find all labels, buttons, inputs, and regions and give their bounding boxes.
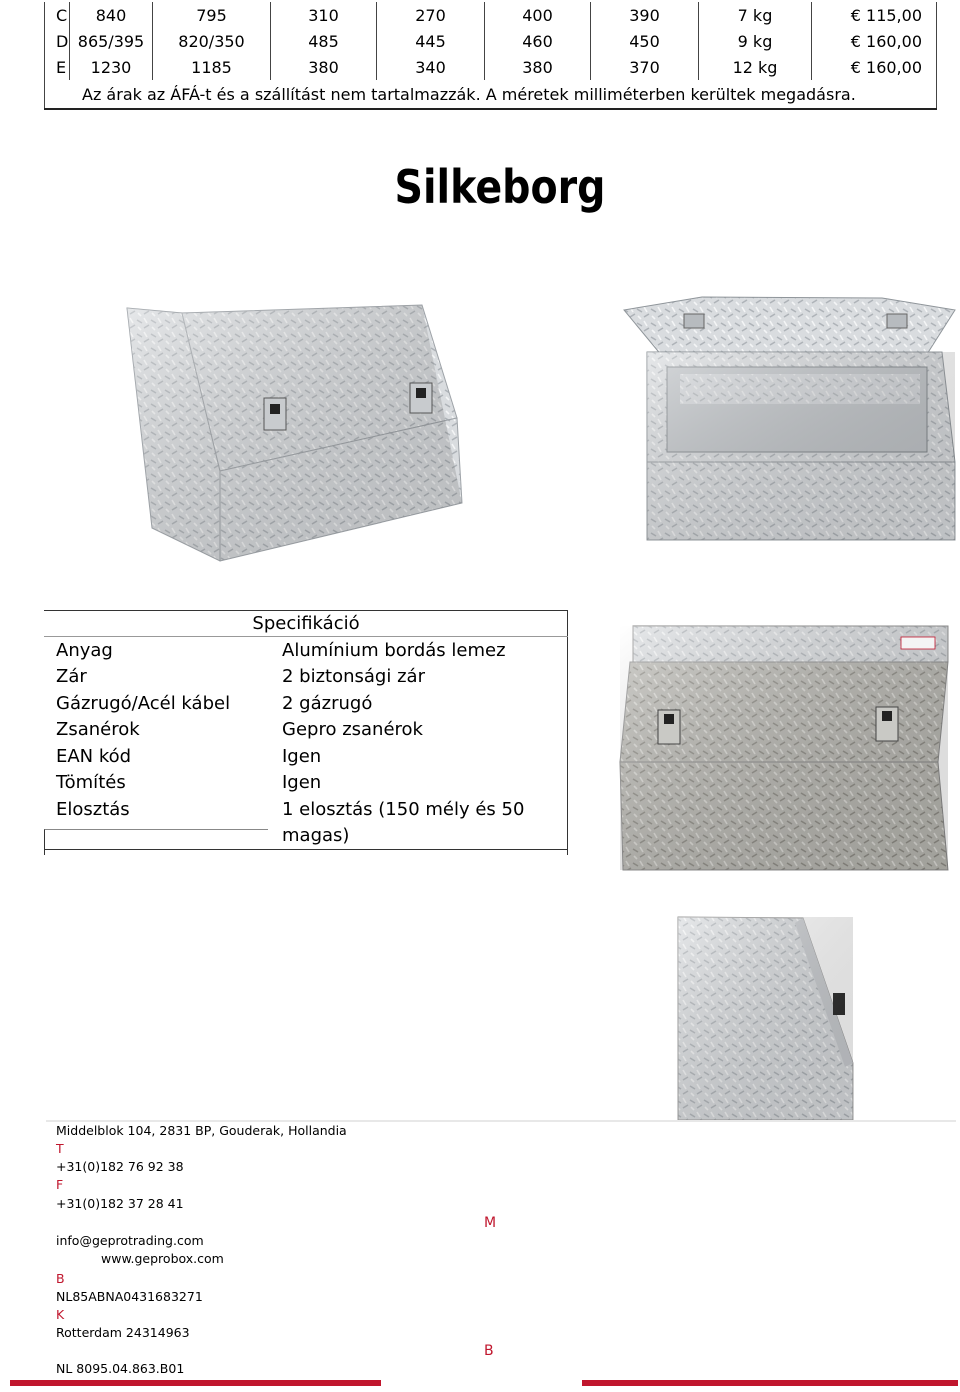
spec-row: [44, 744, 568, 771]
dim-cell: 450: [591, 28, 699, 54]
footer-iban: NL85ABNA0431683271: [56, 1289, 203, 1304]
spec-label: Tömítés: [56, 772, 126, 793]
spec-value: 2 biztonsági zár: [282, 666, 425, 687]
size-code: E: [45, 54, 70, 80]
footer-red-bar-right: [582, 1380, 958, 1386]
spec-label: Zár: [56, 666, 87, 687]
spec-label: Gázrugó/Acél kábel: [56, 692, 231, 714]
price-note: Az árak az ÁFÁ-t és a szállítást nem tartalmazzák. A méretek milliméterben kerültek megadásra.: [45, 80, 937, 109]
dim-cell: 795: [153, 2, 271, 28]
price-table: [44, 2, 937, 110]
toolbox-closed-image: [122, 303, 477, 565]
toolbox-front-image: [618, 622, 958, 872]
footer-phone-letter: T: [56, 1141, 64, 1156]
footer-vat: NL 8095.04.863.B01: [56, 1361, 185, 1376]
spec-row: [44, 691, 568, 718]
footer-email[interactable]: info@geprotrading.com: [56, 1233, 204, 1248]
spec-value: 2 gázrugó: [282, 692, 373, 714]
price-row: [45, 28, 937, 54]
spec-label: Elosztás: [44, 797, 276, 850]
price-cell: € 160,00: [812, 28, 937, 54]
spec-value: 1 elosztás (150 mély és 50 magas): [276, 797, 568, 850]
spec-row: [44, 797, 568, 850]
dim-cell: 380: [271, 54, 377, 80]
spec-value: Igen: [282, 772, 322, 793]
dim-cell: 865/395: [70, 28, 153, 54]
spec-row: [44, 717, 568, 744]
spec-label: EAN kód: [56, 745, 132, 767]
dim-cell: 460: [485, 28, 591, 54]
footer-kvk: Rotterdam 24314963: [56, 1325, 190, 1340]
spec-label: Zsanérok: [56, 719, 140, 740]
dim-cell: 1230: [70, 54, 153, 80]
toolbox-side-image: [675, 915, 860, 1120]
spec-row: [44, 638, 568, 665]
footer-top-rule: [46, 1120, 956, 1122]
price-row: [45, 54, 937, 80]
footer-kvk-letter: K: [56, 1307, 65, 1322]
price-row: [45, 2, 937, 28]
weight-cell: 7 kg: [699, 2, 812, 28]
spec-header: Specifikáció: [44, 611, 568, 638]
dim-cell: 1185: [153, 54, 271, 80]
dim-cell: 370: [591, 54, 699, 80]
weight-cell: 12 kg: [699, 54, 812, 80]
footer-phone: +31(0)182 76 92 38: [56, 1159, 184, 1174]
dim-cell: 820/350: [153, 28, 271, 54]
spec-row: [44, 664, 568, 691]
spec-value: Igen: [282, 745, 322, 767]
dim-cell: 270: [377, 2, 485, 28]
dim-cell: 400: [485, 2, 591, 28]
dim-cell: 485: [271, 28, 377, 54]
dim-cell: 840: [70, 2, 153, 28]
toolbox-open-image: [622, 292, 957, 542]
size-code: C: [45, 2, 70, 28]
footer-red-bar-left: [10, 1380, 381, 1386]
dim-cell: 340: [377, 54, 485, 80]
footer-website[interactable]: www.geprobox.com: [101, 1251, 224, 1266]
spec-value: Alumínium bordás lemez: [282, 639, 506, 661]
spec-value: Gepro zsanérok: [282, 719, 423, 740]
price-note-row: [45, 80, 937, 109]
footer-fax: +31(0)182 37 28 41: [56, 1196, 184, 1211]
price-cell: € 160,00: [812, 54, 937, 80]
footer-address: Middelblok 104, 2831 BP, Gouderak, Hollandia: [56, 1123, 347, 1138]
product-title: Silkeborg: [394, 160, 606, 214]
footer-fax-letter: F: [56, 1177, 64, 1192]
footer-vat-clipped: [56, 1361, 185, 1376]
footer-btw-letter: B: [484, 1343, 494, 1359]
weight-cell: 9 kg: [699, 28, 812, 54]
footer-mobile-letter: M: [484, 1215, 497, 1231]
dim-cell: 445: [377, 28, 485, 54]
size-code: D: [45, 28, 70, 54]
spec-row: [44, 770, 568, 797]
dim-cell: 310: [271, 2, 377, 28]
dim-cell: 380: [485, 54, 591, 80]
spec-label: Anyag: [56, 639, 113, 661]
dim-cell: 390: [591, 2, 699, 28]
price-cell: € 115,00: [812, 2, 937, 28]
spec-table: [44, 610, 568, 850]
spec-header-row: [44, 611, 568, 638]
footer-bank-letter: B: [56, 1271, 65, 1286]
